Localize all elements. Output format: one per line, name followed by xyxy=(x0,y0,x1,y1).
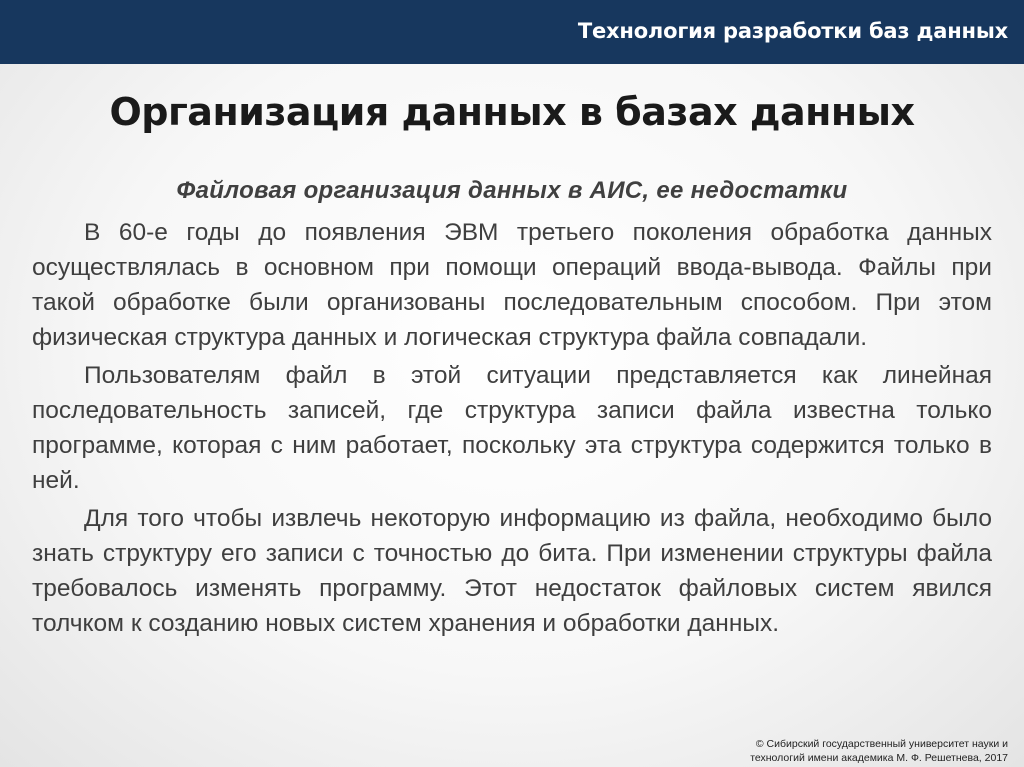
header-bar xyxy=(0,0,1024,64)
copyright-line-2: технологий имени академика М. Ф. Решетнева, 2017 xyxy=(750,752,1008,764)
slide-subtitle: Файловая организация данных в АИС, ее недостатки xyxy=(176,177,848,204)
paragraph-2: Пользователям файл в этой ситуации представляется как линейная последовательность записей, где структура записи файла известна только программе, которая с ним работает, поскольку эта структура содержится только в ней. xyxy=(32,362,992,494)
paragraph-3: Для того чтобы извлечь некоторую информацию из файла, необходимо было знать структуру его записи с точностью до бита. При изменении структуры файла требовалось изменять программу. Этот недостаток файловых систем явился толчком к созданию новых систем хранения и обработки данных. xyxy=(32,505,992,637)
footer-copyright xyxy=(750,737,1008,765)
paragraph-1: В 60-е годы до появления ЭВМ третьего поколения обработка данных осуществлялась в основном при помощи операций ввода-вывода. Файлы при такой обработке были организованы последовательным способом. При этом физическая структура данных и логическая структура файла совпадали. xyxy=(32,219,992,351)
copyright-line-1: © Сибирский государственный университет науки и xyxy=(755,738,1008,750)
course-title: Технология разработки баз данных xyxy=(577,19,1008,43)
slide-body xyxy=(32,215,992,644)
slide-title: Организация данных в базах данных xyxy=(109,90,915,134)
